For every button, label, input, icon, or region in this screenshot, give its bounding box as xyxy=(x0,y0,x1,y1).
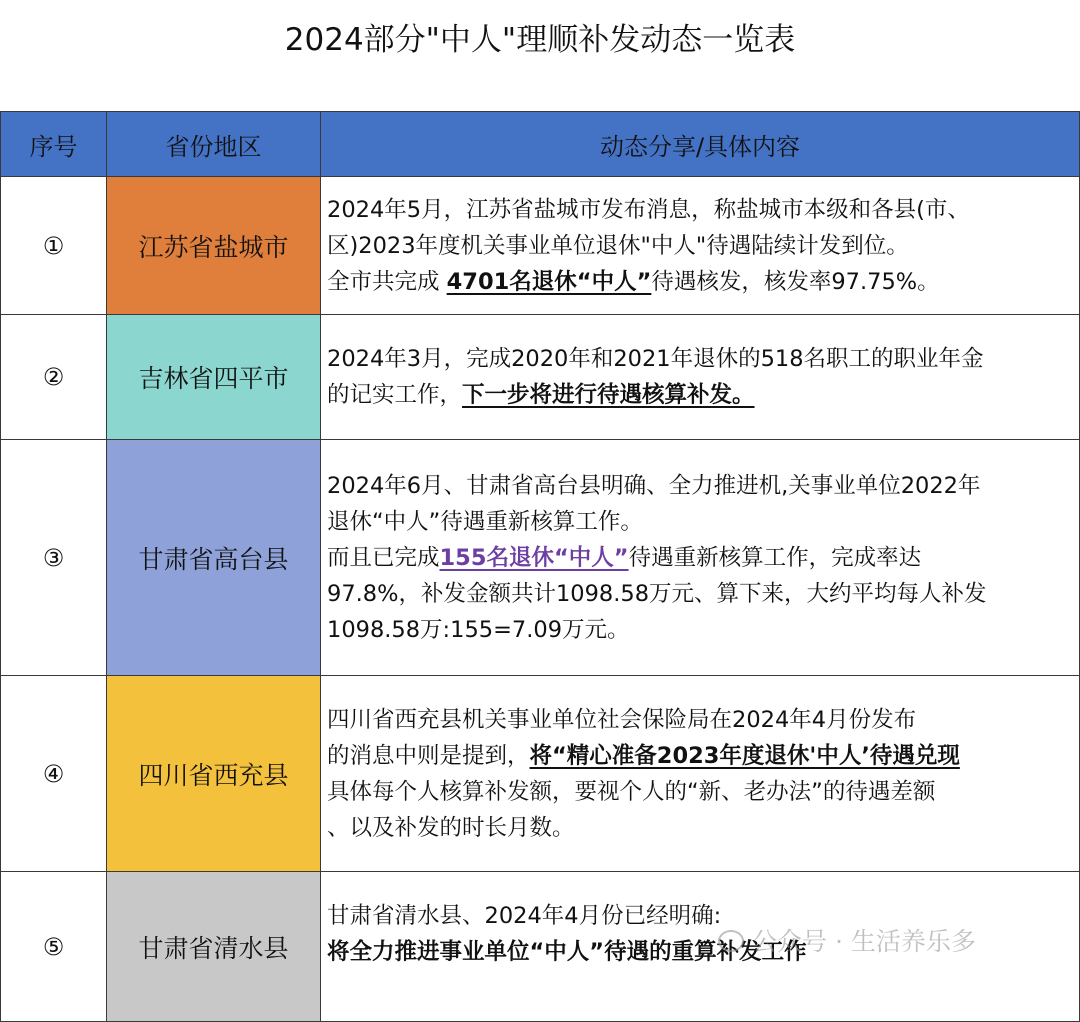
header-content: 动态分享/具体内容 xyxy=(321,112,1080,177)
content-line: 的消息中则是提到，将“精心准备2023年度退休'中人’待遇兑现 xyxy=(327,742,960,769)
content-line: 2024年5月，江苏省盐城市发布消息，称盐城市本级和各县(市、 xyxy=(327,196,970,223)
table-row xyxy=(1,440,1080,676)
header-num: 序号 xyxy=(1,112,107,177)
page-title: 2024部分"中人"理顺补发动态一览表 xyxy=(284,22,796,58)
row-region: 甘肃省清水县 xyxy=(107,872,321,1022)
content-line: 、以及补发的时长月数。 xyxy=(327,814,575,841)
content-line: 而且已完成155名退休“中人”待遇重新核算工作，完成率达 xyxy=(327,544,922,571)
highlight-text: 4701名退休“中人” xyxy=(446,268,652,295)
row-region: 四川省西充县 xyxy=(107,676,321,872)
content-line: 四川省西充县机关事业单位社会保险局在2024年4月份发布 xyxy=(327,706,917,733)
highlight-text: 下一步将进行待遇核算补发。 xyxy=(462,382,755,408)
content-line: 全市共完成 4701名退休“中人”待遇核发，核发率97.75%。 xyxy=(327,268,940,295)
content-line: 2024年6月、甘肃省高台县明确、全力推进机,关事业单位2022年 xyxy=(327,472,981,499)
highlight-text: 155名退休“中人” xyxy=(439,544,629,571)
table-header-row xyxy=(1,112,1080,177)
row-region: 吉林省四平市 xyxy=(107,315,321,440)
content-line: 退休“中人”待遇重新核算工作。 xyxy=(327,508,643,535)
content-line: 将全力推进事业单位“中人”待遇的重算补发工作 xyxy=(327,939,807,965)
content-line: 1098.58万:155=7.09万元。 xyxy=(327,616,630,643)
content-line: 具体每个人核算补发额，要视个人的“新、老办法”的待遇差额 xyxy=(327,778,936,805)
row-region: 江苏省盐城市 xyxy=(107,177,321,315)
row-number: ① xyxy=(1,177,107,315)
row-content xyxy=(321,440,1080,676)
row-content xyxy=(321,872,1080,1022)
watermark: 公众号 · 生活养乐多 xyxy=(718,922,976,958)
row-content xyxy=(321,315,1080,440)
content-line: 97.8%，补发金额共计1098.58万元、算下来，大约平均每人补发 xyxy=(327,580,987,607)
dynamics-table xyxy=(0,111,1080,1022)
content-line: 甘肃省清水县、2024年4月份已经明确: xyxy=(327,903,722,929)
row-number: ③ xyxy=(1,440,107,676)
row-number: ④ xyxy=(1,676,107,872)
content-line: 2024年3月，完成2020年和2021年退休的518名职工的职业年金 xyxy=(327,346,984,372)
row-number: ⑤ xyxy=(1,872,107,1022)
table-row xyxy=(1,676,1080,872)
row-content xyxy=(321,676,1080,872)
table-row xyxy=(1,177,1080,315)
row-content xyxy=(321,177,1080,315)
row-region: 甘肃省高台县 xyxy=(107,440,321,676)
table-row xyxy=(1,872,1080,1022)
content-line: 的记实工作，下一步将进行待遇核算补发。 xyxy=(327,382,755,408)
highlight-text: 将“精心准备2023年度退休'中人’待遇兑现 xyxy=(529,742,960,769)
header-region: 省份地区 xyxy=(107,112,321,177)
table-row xyxy=(1,315,1080,440)
row-number: ② xyxy=(1,315,107,440)
content-line: 区)2023年度机关事业单位退休"中人"待遇陆续计发到位。 xyxy=(327,232,909,259)
